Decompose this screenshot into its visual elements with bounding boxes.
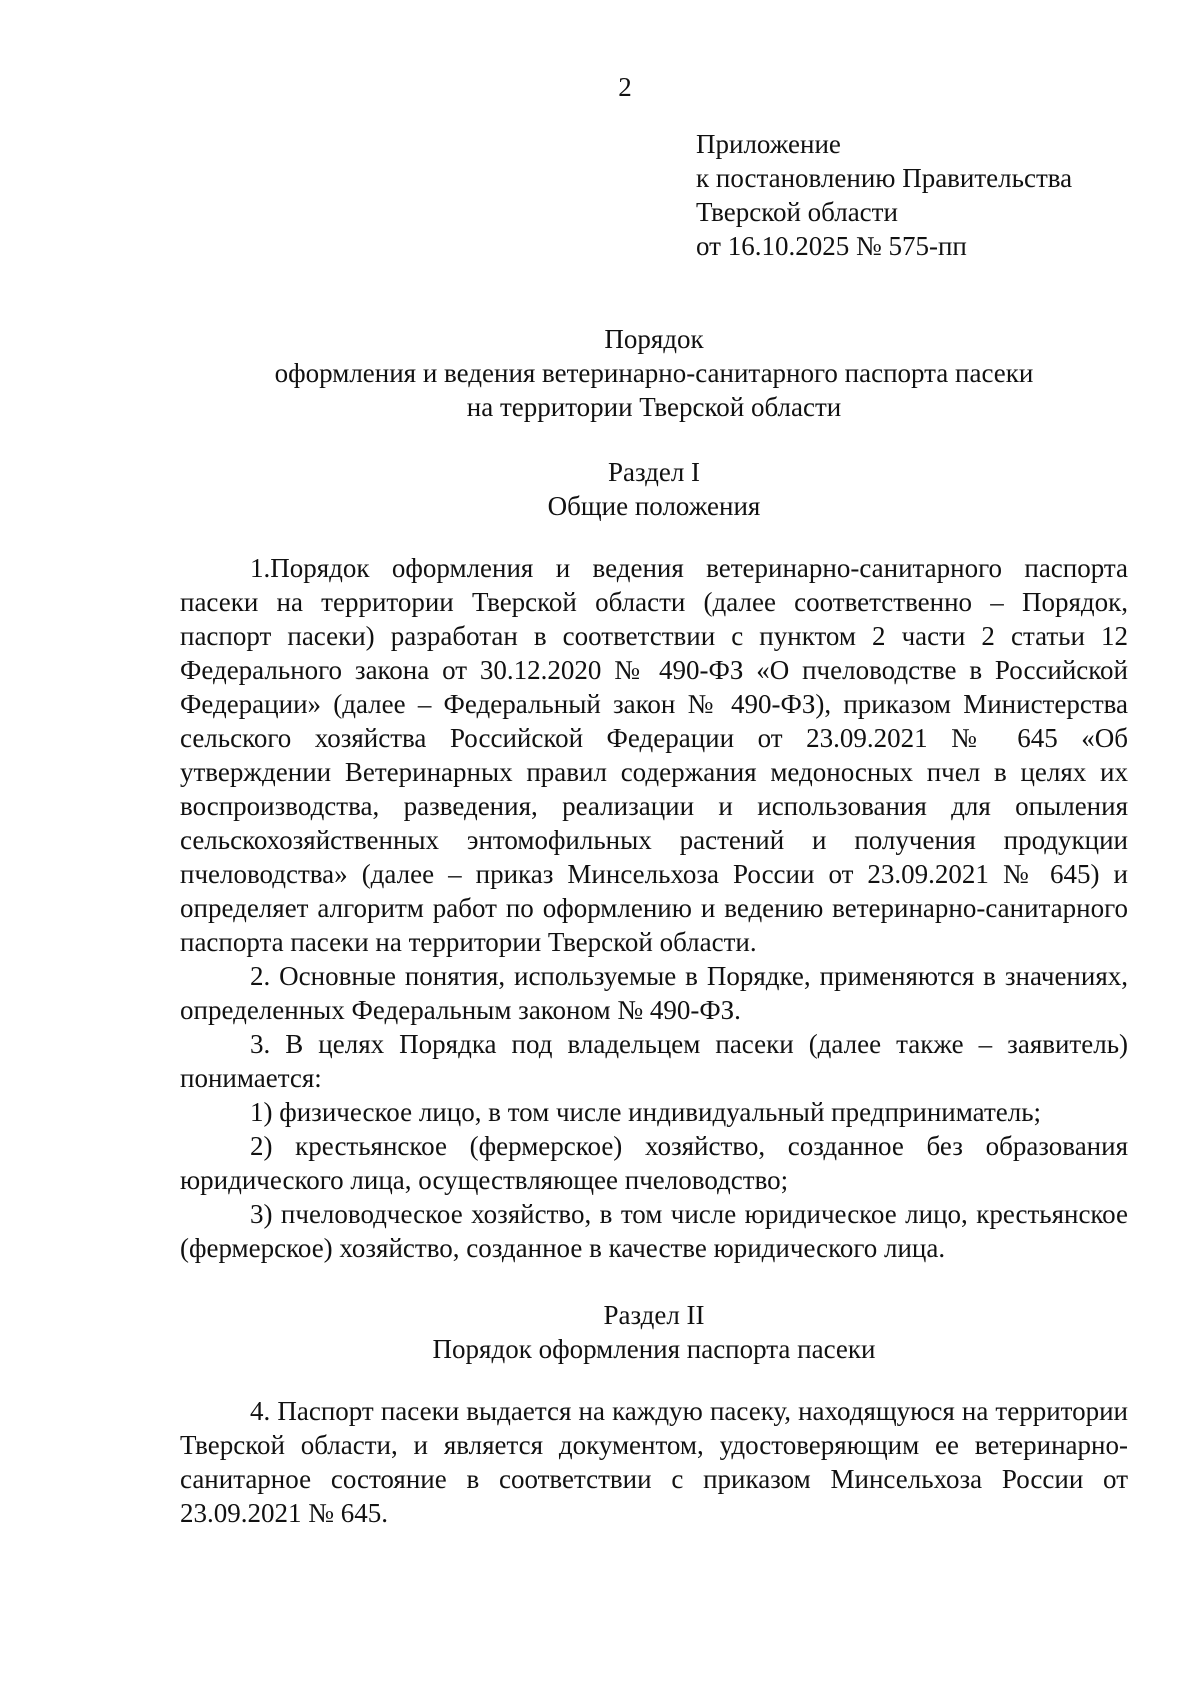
appendix-line-1: Приложение bbox=[696, 129, 841, 159]
paragraph: 3) пчеловодческое хозяйство, в том числе юридическое лицо, крестьянское (фермерское) хозяйство, созданное в качестве юридического лица. bbox=[180, 1199, 1128, 1263]
section-2-body bbox=[180, 1394, 1128, 1530]
paragraph: 3. В целях Порядка под владельцем пасеки (далее также – заявитель) понимается: bbox=[180, 1029, 1128, 1093]
section-2-number: Раздел II bbox=[603, 1300, 705, 1330]
paragraph: 2) крестьянское (фермерское) хозяйство, созданное без образования юридического лица, осуществляющее пчеловодство; bbox=[180, 1131, 1128, 1195]
paragraph: 2. Основные понятия, используемые в Порядке, применяются в значениях, определенных Федеральным законом № 490-ФЗ. bbox=[180, 961, 1128, 1025]
appendix-line-4: от 16.10.2025 № 575-пп bbox=[696, 231, 967, 261]
title-line-1: Порядок bbox=[604, 324, 704, 354]
section-2-heading bbox=[180, 1298, 1128, 1366]
section-1-heading bbox=[180, 455, 1128, 523]
document-title bbox=[180, 322, 1128, 424]
appendix-line-3: Тверской области bbox=[696, 197, 898, 227]
paragraph: 4. Паспорт пасеки выдается на каждую пасеку, находящуюся на территории Тверской области, и является документом, удостоверяющим ее ветеринарно-санитарное состояние в соответствии с приказом Минсельхоза России от 23.09.2021 № 645. bbox=[180, 1396, 1128, 1528]
title-line-2: оформления и ведения ветеринарно-санитарного паспорта пасеки bbox=[274, 358, 1034, 388]
section-1-number: Раздел I bbox=[607, 457, 701, 487]
paragraph: 1) физическое лицо, в том числе индивидуальный предприниматель; bbox=[250, 1097, 1042, 1127]
appendix-header bbox=[696, 127, 1072, 263]
paragraph: 1.Порядок оформления и ведения ветеринарно-санитарного паспорта пасеки на территории Тверской области (далее соответственно – Порядок, паспорт пасеки) разработан в соответствии с пунктом 2 части 2 статьи 12 Федерального закона от 30.12.2020 № 490-ФЗ «О пчеловодстве в Российской Федерации» (далее – Федеральный закон № 490-ФЗ), приказом Министерства сельского хозяйства Российской Федерации от 23.09.2021 № 645 «Об утверждении Ветеринарных правил содержания медоносных пчел в целях их воспроизводства, разведения, реализации и использования для опыления сельскохозяйственных энтомофильных растений и получения продукции пчеловодства» (далее – приказ Минсельхоза России от 23.09.2021 № 645) и определяет алгоритм работ по оформлению и ведению ветеринарно-санитарного паспорта пасеки на территории Тверской области. bbox=[180, 553, 1128, 957]
section-1-body bbox=[180, 551, 1128, 1265]
appendix-line-2: к постановлению Правительства bbox=[696, 163, 1073, 193]
title-line-3: на территории Тверской области bbox=[466, 392, 842, 422]
section-1-name: Общие положения bbox=[547, 491, 761, 521]
page-number: 2 bbox=[618, 72, 632, 102]
section-2-name: Порядок оформления паспорта пасеки bbox=[432, 1334, 876, 1364]
